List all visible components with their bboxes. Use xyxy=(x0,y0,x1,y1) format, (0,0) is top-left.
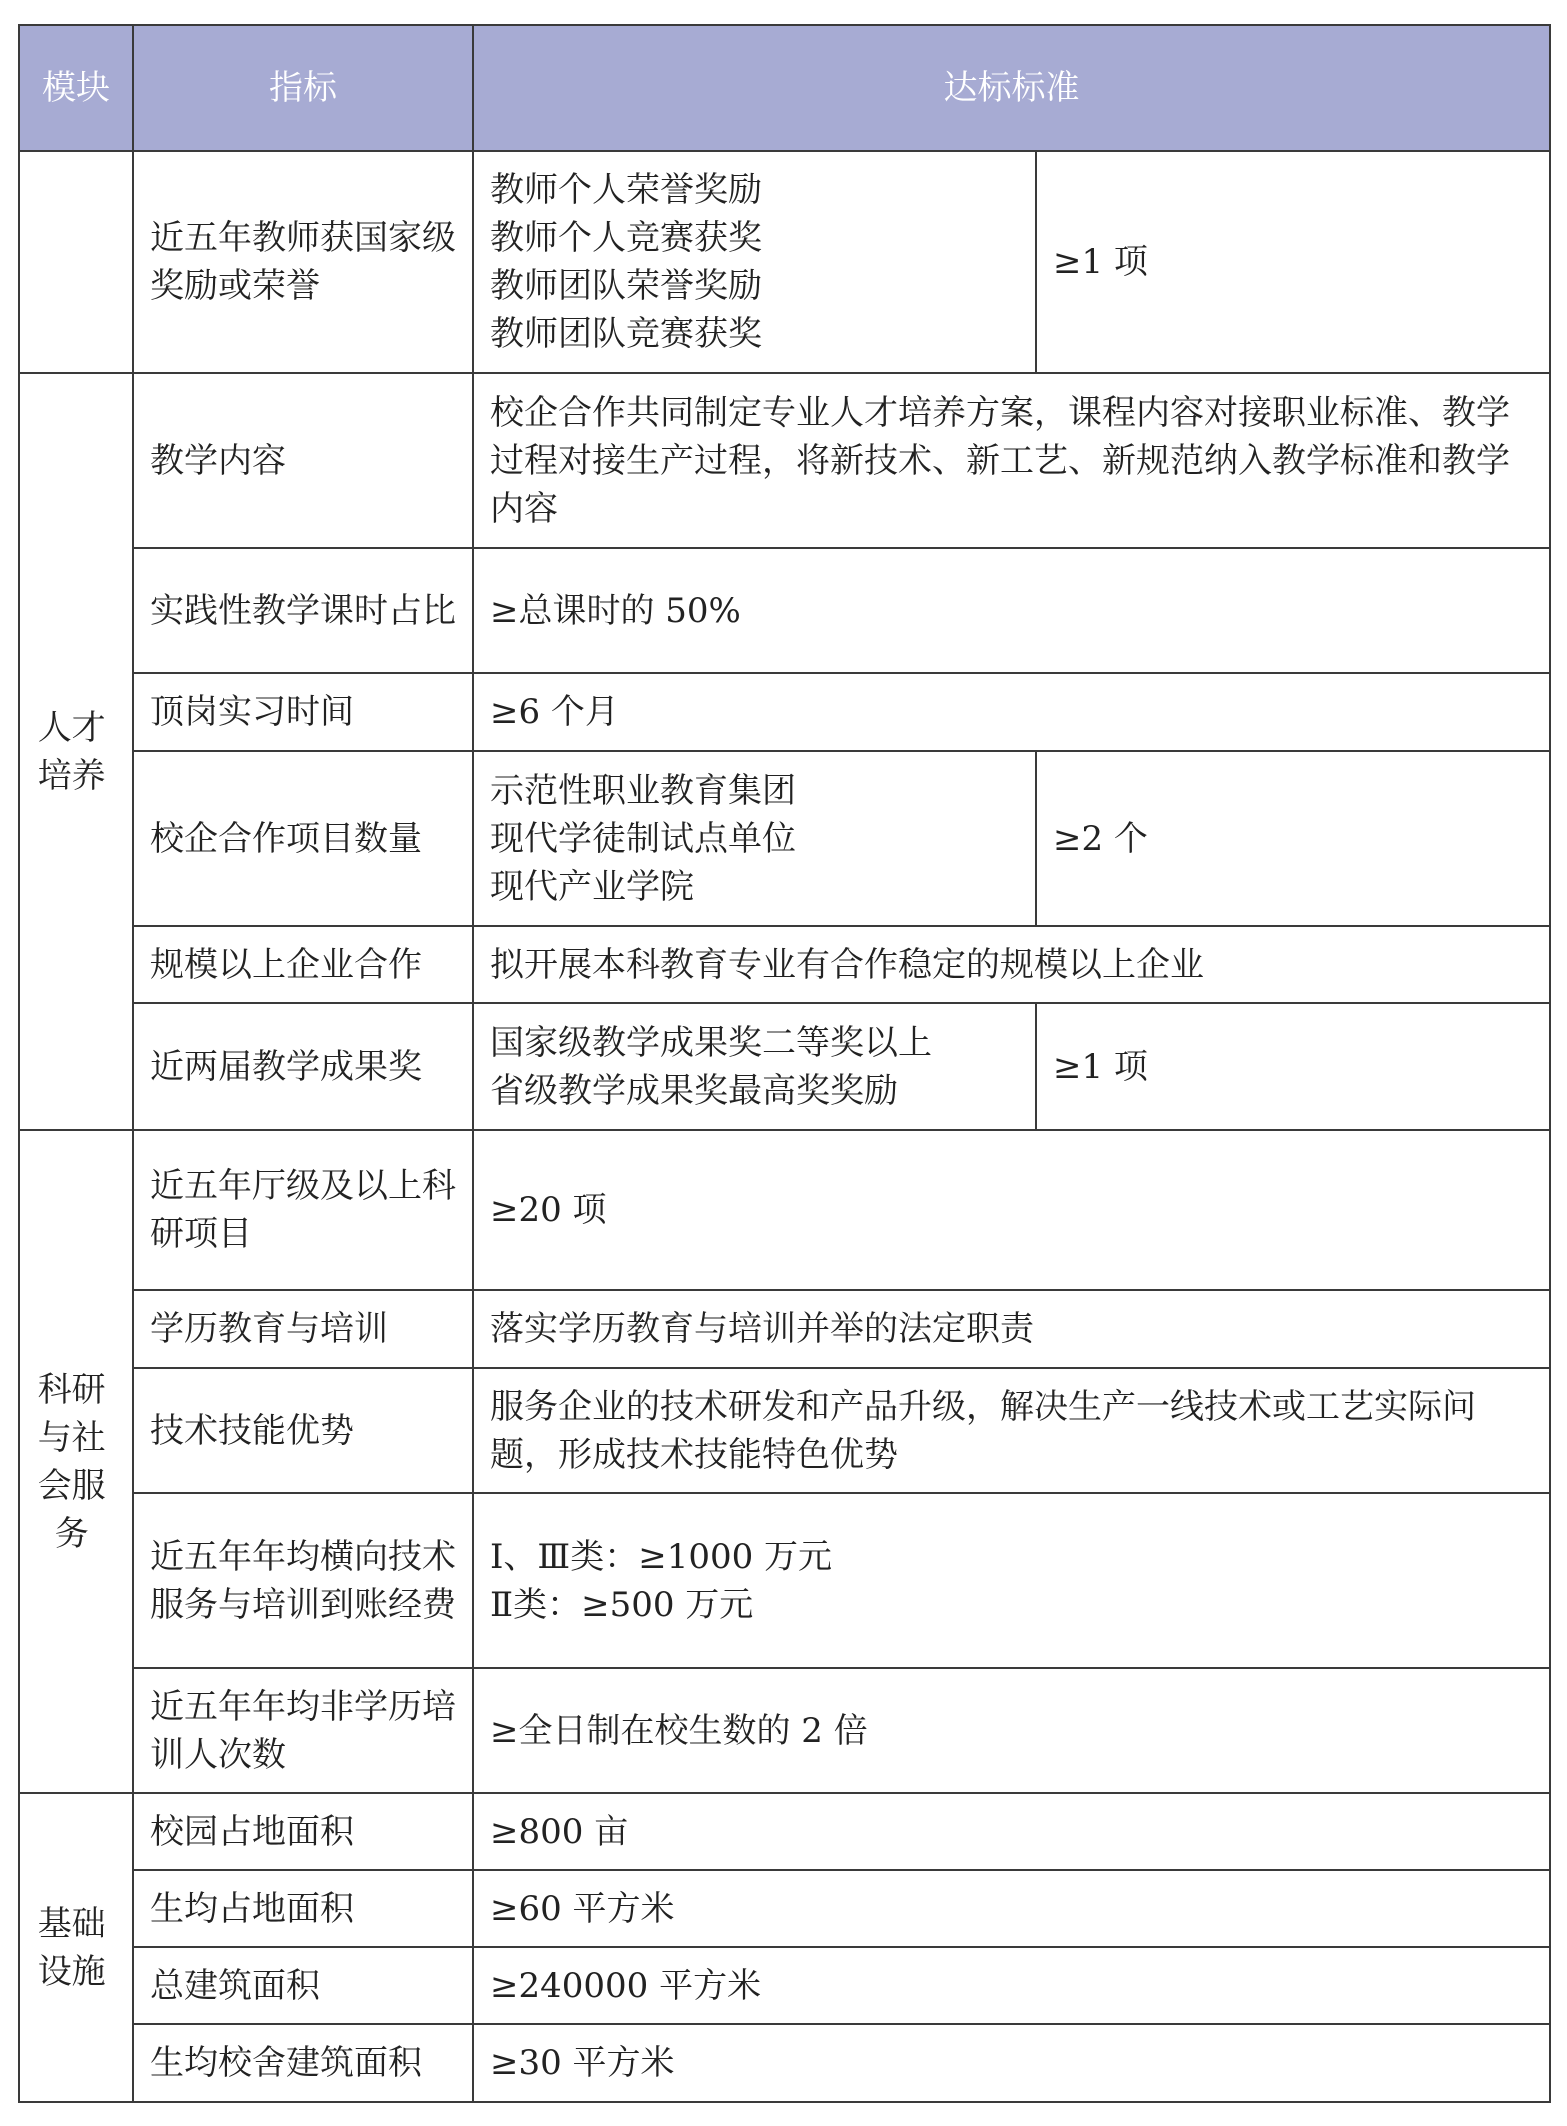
indicator-cell: 实践性教学课时占比 xyxy=(133,548,473,673)
table-row xyxy=(19,751,1550,926)
header-indicator: 指标 xyxy=(133,25,473,151)
target-cell: ≥1 项 xyxy=(1036,1003,1550,1130)
indicator-cell: 学历教育与培训 xyxy=(133,1290,473,1368)
standards-table xyxy=(18,24,1551,2103)
target-cell: ≥2 个 xyxy=(1036,751,1550,926)
table-row xyxy=(19,1870,1550,1947)
table-row xyxy=(19,1290,1550,1368)
indicator-cell: 总建筑面积 xyxy=(133,1947,473,2024)
table-row xyxy=(19,1668,1550,1793)
header-module: 模块 xyxy=(19,25,133,151)
target-cell: ≥1 项 xyxy=(1036,151,1550,373)
table-row xyxy=(19,926,1550,1003)
standard-items-cell xyxy=(473,1003,1036,1130)
standard-cell: ≥800 亩 xyxy=(473,1793,1550,1870)
table-row xyxy=(19,673,1550,751)
list-item: 现代产业学院 xyxy=(490,866,694,907)
table-row xyxy=(19,151,1550,373)
table-row xyxy=(19,2024,1550,2102)
indicator-cell: 近五年教师获国家级奖励或荣誉 xyxy=(133,151,473,373)
indicator-cell: 校园占地面积 xyxy=(133,1793,473,1870)
list-item: 教师个人荣誉奖励 xyxy=(490,170,762,210)
list-item: 教师团队荣誉奖励 xyxy=(490,266,762,306)
header-standard: 达标标准 xyxy=(473,25,1550,151)
indicator-cell: 生均校舍建筑面积 xyxy=(133,2024,473,2102)
list-item: Ⅱ类：≥500 万元 xyxy=(490,1584,754,1625)
indicator-cell: 教学内容 xyxy=(133,373,473,548)
standard-cell xyxy=(473,1493,1550,1668)
standard-cell: ≥30 平方米 xyxy=(473,2024,1550,2102)
indicator-cell: 规模以上企业合作 xyxy=(133,926,473,1003)
indicator-cell: 生均占地面积 xyxy=(133,1870,473,1947)
list-item: 示范性职业教育集团 xyxy=(490,770,796,811)
standard-cell: ≥总课时的 50% xyxy=(473,548,1550,673)
standard-items-cell xyxy=(473,151,1036,373)
standard-cell: ≥全日制在校生数的 2 倍 xyxy=(473,1668,1550,1793)
table-row xyxy=(19,548,1550,673)
list-item: 现代学徒制试点单位 xyxy=(490,818,796,859)
table-row xyxy=(19,1947,1550,2024)
list-item: 教师个人竞赛获奖 xyxy=(490,218,762,258)
standard-cell: ≥60 平方米 xyxy=(473,1870,1550,1947)
list-item: 教师团队竞赛获奖 xyxy=(490,314,762,354)
indicator-cell: 近五年年均横向技术服务与培训到账经费 xyxy=(133,1493,473,1668)
table-row xyxy=(19,1493,1550,1668)
table-row xyxy=(19,1003,1550,1130)
indicator-cell: 校企合作项目数量 xyxy=(133,751,473,926)
standard-cell: ≥20 项 xyxy=(473,1130,1550,1290)
module-research: 科研与社会服务 xyxy=(19,1130,133,1793)
indicator-cell: 顶岗实习时间 xyxy=(133,673,473,751)
indicator-cell: 近五年厅级及以上科研项目 xyxy=(133,1130,473,1290)
list-item: 省级教学成果奖最高奖奖励 xyxy=(490,1070,898,1111)
standard-cell: 拟开展本科教育专业有合作稳定的规模以上企业 xyxy=(473,926,1550,1003)
standard-cell: 落实学历教育与培训并举的法定职责 xyxy=(473,1290,1550,1368)
table-row xyxy=(19,1368,1550,1493)
indicator-cell: 技术技能优势 xyxy=(133,1368,473,1493)
module-talent: 人才培养 xyxy=(19,373,133,1130)
standard-items-cell xyxy=(473,751,1036,926)
table-row xyxy=(19,1130,1550,1290)
standard-cell: ≥6 个月 xyxy=(473,673,1550,751)
standard-cell: 校企合作共同制定专业人才培养方案，课程内容对接职业标准、教学过程对接生产过程，将新技术、新工艺、新规范纳入教学标准和教学内容 xyxy=(473,373,1550,548)
standard-cell: ≥240000 平方米 xyxy=(473,1947,1550,2024)
list-item: 国家级教学成果奖二等奖以上 xyxy=(490,1022,932,1063)
table-row xyxy=(19,1793,1550,1870)
header-row xyxy=(19,25,1550,151)
standard-cell: 服务企业的技术研发和产品升级，解决生产一线技术或工艺实际问题，形成技术技能特色优势 xyxy=(473,1368,1550,1493)
module-infrastructure: 基础设施 xyxy=(19,1793,133,2102)
list-item: Ⅰ、Ⅲ类：≥1000 万元 xyxy=(490,1536,833,1577)
indicator-cell: 近两届教学成果奖 xyxy=(133,1003,473,1130)
table-row xyxy=(19,373,1550,548)
module-cell-empty xyxy=(19,151,133,373)
indicator-cell: 近五年年均非学历培训人次数 xyxy=(133,1668,473,1793)
